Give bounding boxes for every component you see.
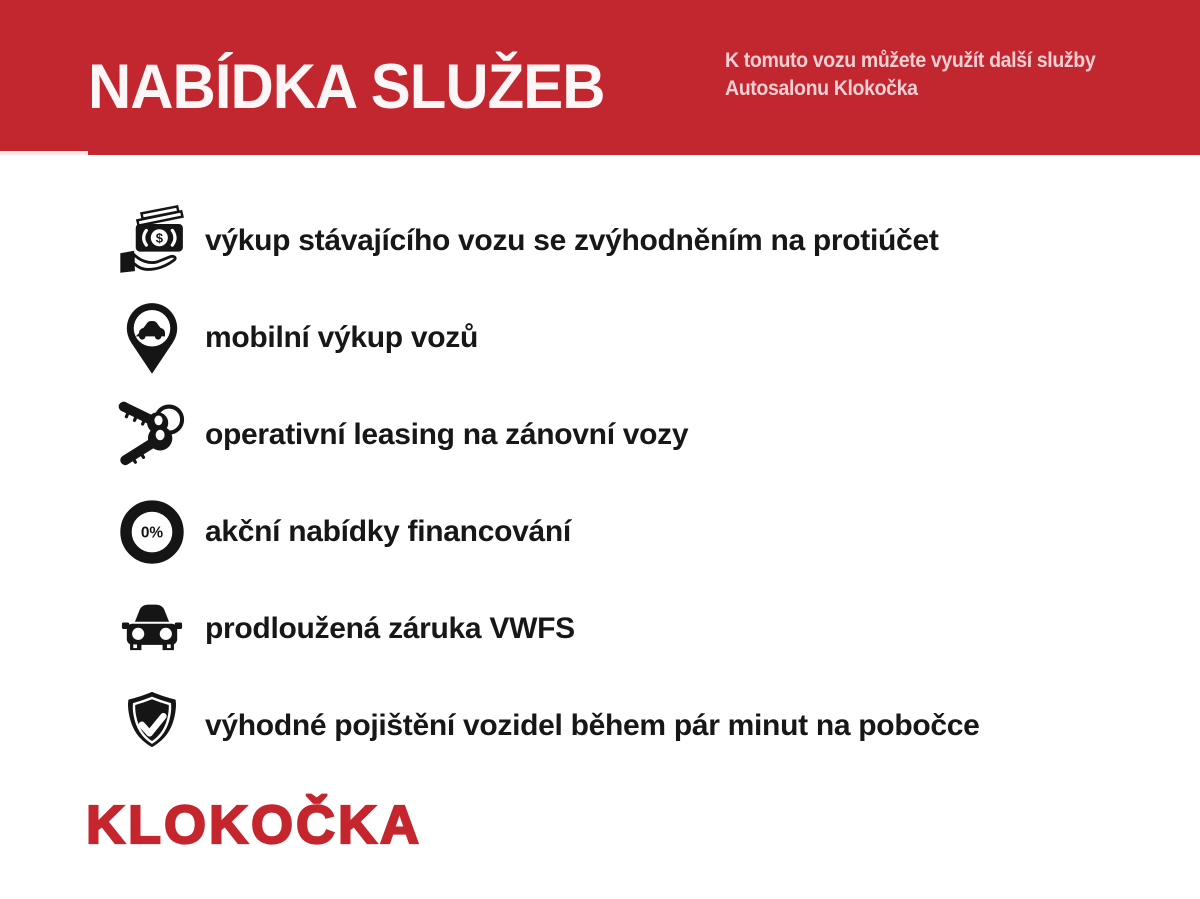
service-label: prodloužená záruka VWFS <box>205 611 575 645</box>
zero-percent-text: 0% <box>140 524 164 542</box>
service-row-trade-in <box>113 192 980 289</box>
service-label: výkup stávajícího vozu se zvýhodněním na protiúčet <box>205 223 939 257</box>
service-row-warranty <box>113 580 980 677</box>
car-keys-icon <box>113 396 191 474</box>
service-row-insurance <box>113 677 980 774</box>
services-list <box>113 192 980 774</box>
service-row-mobile-buyout <box>113 289 980 386</box>
car-front-icon <box>113 590 191 668</box>
money-in-hand-icon <box>113 202 191 280</box>
service-label: akční nabídky financování <box>205 514 571 548</box>
header-note-line2: Autosalonu Klokočka <box>725 77 918 100</box>
header-bottom-notch <box>0 151 88 155</box>
header-note-line1: K tomuto vozu můžete využít další služby <box>725 49 1096 72</box>
service-label: výhodné pojištění vozidel během pár minut na pobočce <box>205 708 980 742</box>
header-note <box>725 47 1095 103</box>
location-pin-car-icon <box>113 299 191 377</box>
klokocka-logo: KLOKOČKA <box>86 795 422 855</box>
svg-text:$: $ <box>155 230 163 246</box>
service-label: operativní leasing na zánovní vozy <box>205 417 689 451</box>
service-row-leasing <box>113 386 980 483</box>
service-row-financing <box>113 483 980 580</box>
service-label: mobilní výkup vozů <box>205 320 478 354</box>
shield-check-icon <box>113 687 191 765</box>
zero-percent-icon <box>113 493 191 571</box>
page-title: NABÍDKA SLUŽEB <box>88 52 605 122</box>
header-band <box>0 0 1200 155</box>
